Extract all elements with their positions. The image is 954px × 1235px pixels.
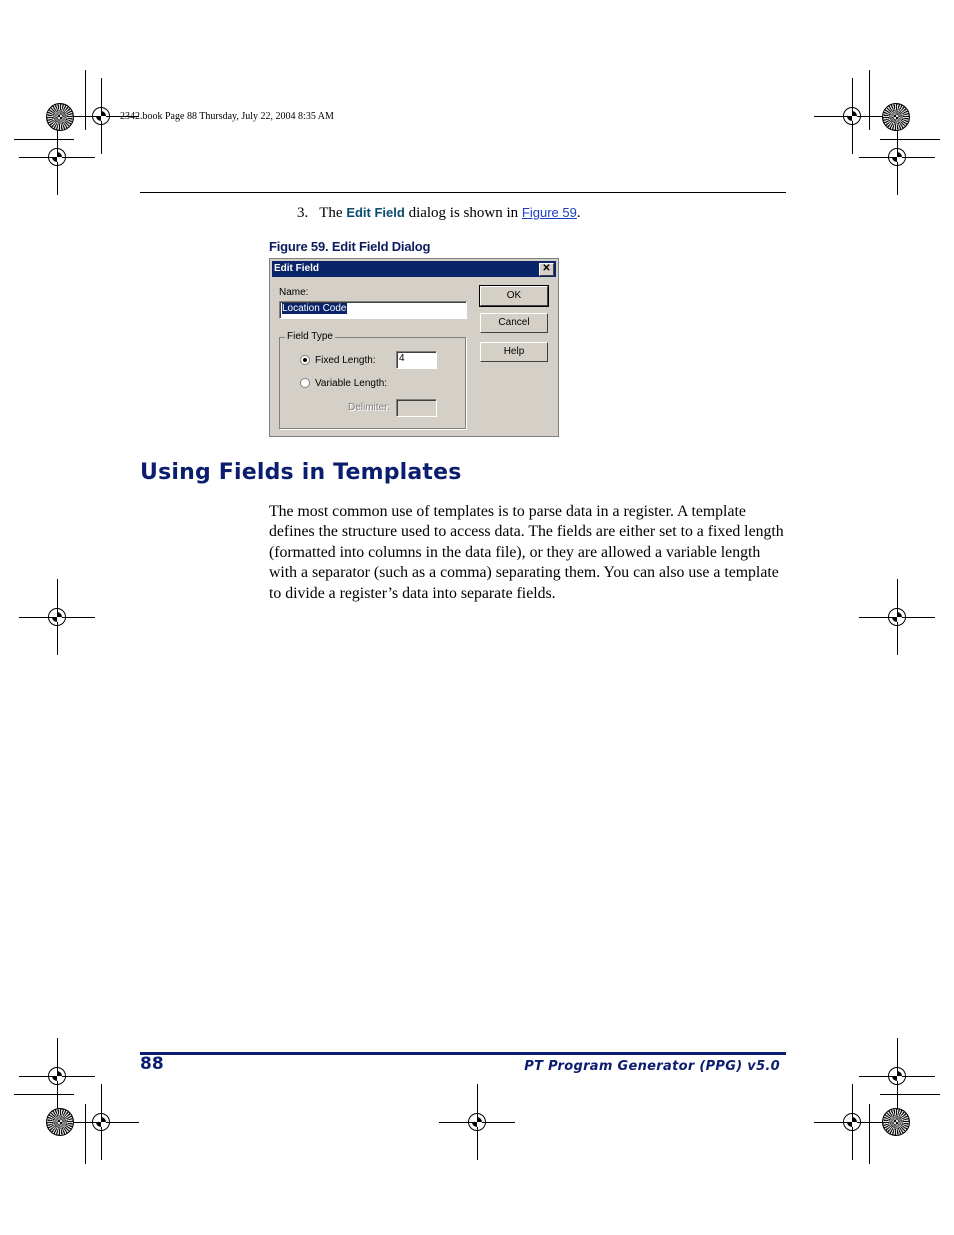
fixed-length-label: Fixed Length: xyxy=(315,355,376,366)
delimiter-input xyxy=(396,399,437,417)
page-number: 88 xyxy=(140,1054,164,1074)
delimiter-label: Delimiter: xyxy=(348,402,391,413)
help-button[interactable]: Help xyxy=(480,342,548,362)
star-target-icon xyxy=(46,103,74,131)
body-paragraph: The most common use of templates is to parse data in a register. A template defines the structure used to access data. The fields are either set to a fixed length (formatted into columns in the data file), or they are allowed a variable length with a separator (such as a comma) separating them. You can also use a template to divide a register’s data into separate fields. xyxy=(269,503,784,602)
dialog-title: Edit Field xyxy=(274,263,319,274)
name-input-value: Location Code xyxy=(282,303,347,314)
section-heading: Using Fields in Templates xyxy=(140,460,462,485)
top-rule xyxy=(140,192,786,193)
field-type-label: Field Type xyxy=(287,331,333,342)
footer-title: PT Program Generator (PPG) v5.0 xyxy=(524,1059,780,1074)
variable-length-radio[interactable] xyxy=(300,378,310,388)
dialog-titlebar xyxy=(272,261,556,277)
star-target-icon xyxy=(882,103,910,131)
step-text-after: . xyxy=(576,205,581,221)
step-number: 3. xyxy=(297,205,309,221)
fixed-length-radio[interactable] xyxy=(300,355,310,365)
ui-term: Edit Field xyxy=(346,205,405,220)
name-label: Name: xyxy=(279,287,309,298)
figure-caption: Figure 59. Edit Field Dialog xyxy=(269,239,431,254)
footer-rule xyxy=(140,1052,786,1055)
step-text-before: The xyxy=(319,205,343,221)
name-input[interactable] xyxy=(279,301,467,319)
star-target-icon xyxy=(882,1108,910,1136)
star-target-icon xyxy=(46,1108,74,1136)
step-item xyxy=(297,205,581,222)
figure-link[interactable]: Figure 59 xyxy=(521,205,577,220)
cancel-button[interactable]: Cancel xyxy=(480,313,548,333)
step-text-middle: dialog is shown in xyxy=(408,205,519,221)
edit-field-dialog xyxy=(269,258,559,437)
close-icon[interactable]: ✕ xyxy=(539,263,554,276)
variable-length-label: Variable Length: xyxy=(315,378,388,389)
ok-button[interactable]: OK xyxy=(480,286,548,306)
fixed-length-input[interactable]: 4 xyxy=(396,351,437,369)
print-header-info: 2342.book Page 88 Thursday, July 22, 2004 8:35 AM xyxy=(120,111,334,122)
